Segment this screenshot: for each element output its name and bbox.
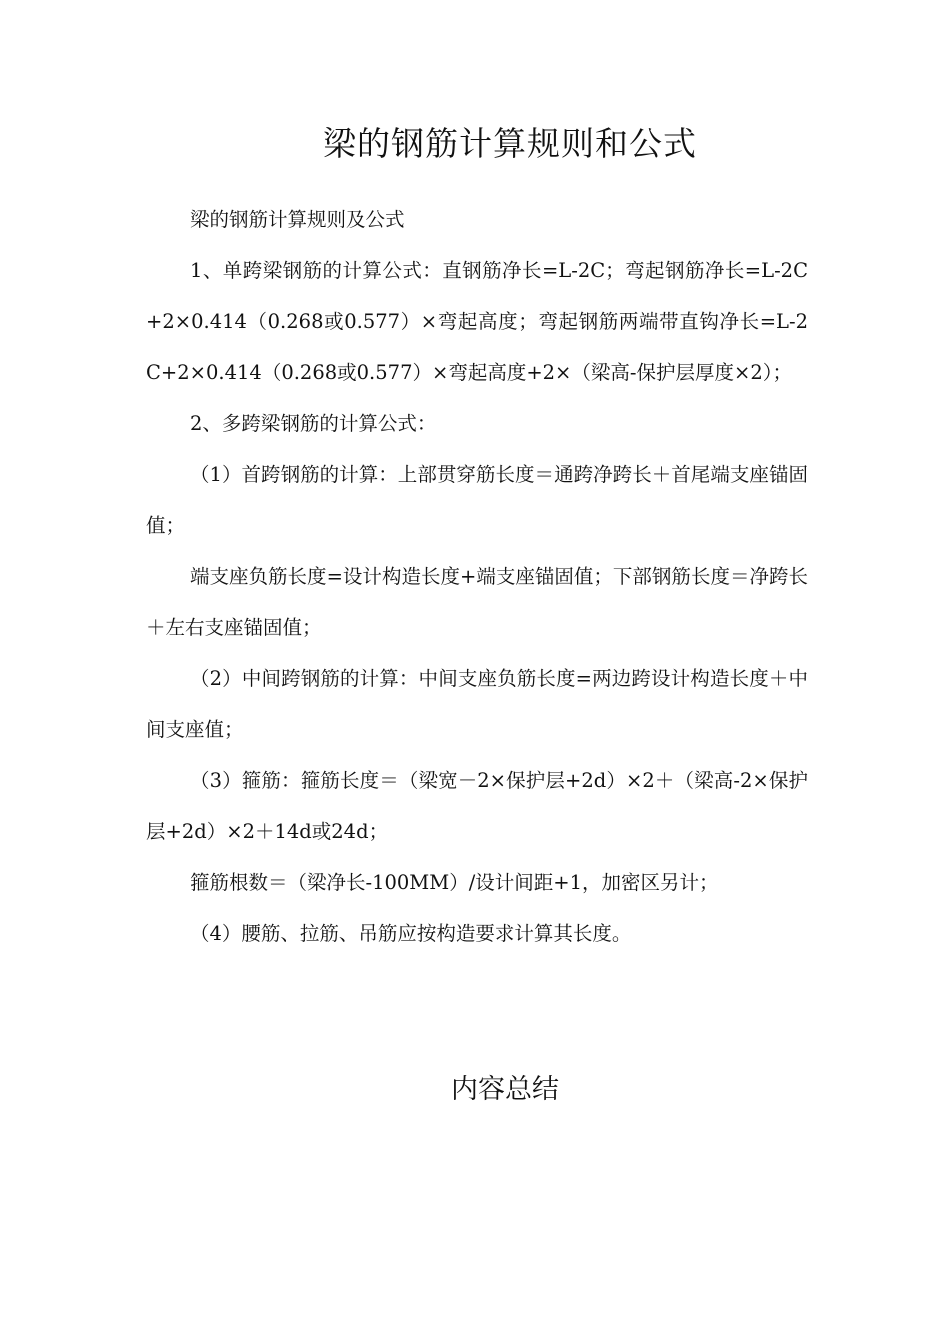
paragraph-stirrup-count: 箍筋根数＝（梁净长-100MM）/设计间距+1，加密区另计； xyxy=(190,871,719,894)
summary-heading: 内容总结 xyxy=(451,1074,559,1105)
paragraph-first-span: （1）首跨钢筋的计算：上部贯穿筋长度＝通跨净跨长＋首尾端支座锚固值； xyxy=(146,463,808,537)
paragraph-subtitle: 梁的钢筋计算规则及公式 xyxy=(190,208,405,231)
paragraph-middle-span: （2）中间跨钢筋的计算：中间支座负筋长度=两边跨设计构造长度＋中间支座值； xyxy=(146,667,808,741)
paragraph-multi-span-heading: 2、多跨梁钢筋的计算公式： xyxy=(190,412,437,435)
document-body xyxy=(146,194,808,959)
paragraph-stirrup-length: （3）箍筋：箍筋长度＝（梁宽－2×保护层+2d）×2＋（梁高-2×保护层+2d）×2＋14d或24d； xyxy=(146,769,808,843)
paragraph-single-span-formula: 1、单跨梁钢筋的计算公式：直钢筋净长=L-2C；弯起钢筋净长=L-2C+2×0.414（0.268或0.577）×弯起高度；弯起钢筋两端带直钩净长=L-2C+2×0.414（0.268或0.577）×弯起高度+2×（梁高-保护层厚度×2）； xyxy=(146,259,808,384)
document-title: 梁的钢筋计算规则和公式 xyxy=(323,124,697,163)
paragraph-end-support: 端支座负筋长度=设计构造长度+端支座锚固值；下部钢筋长度＝净跨长＋左右支座锚固值； xyxy=(146,565,808,639)
paragraph-waist-bars: （4）腰筋、拉筋、吊筋应按构造要求计算其长度。 xyxy=(190,922,632,945)
